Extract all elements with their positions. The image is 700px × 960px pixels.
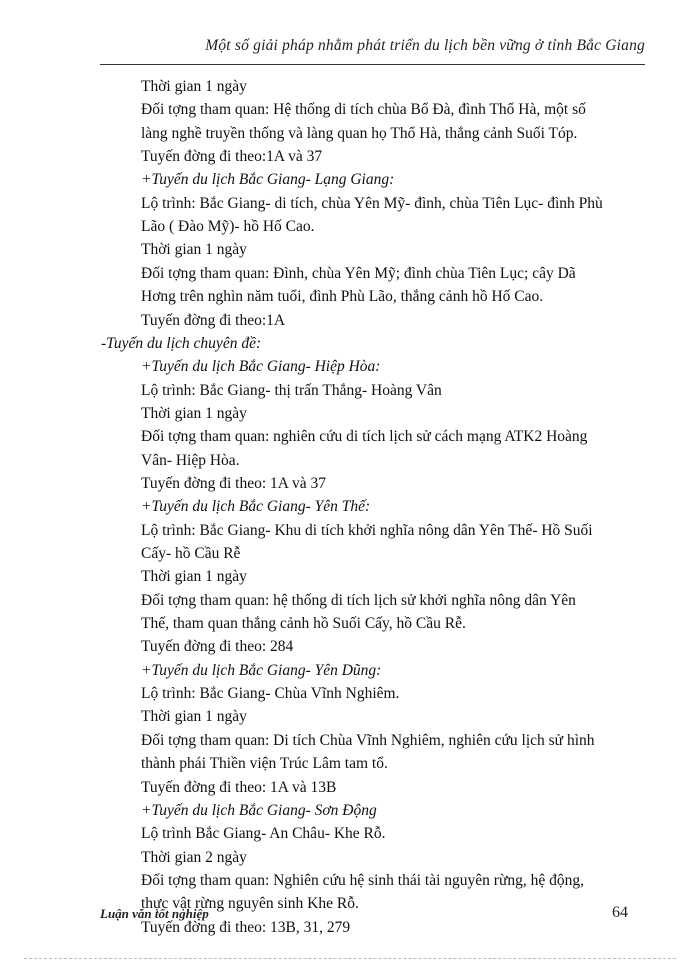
- body-line: Đối tợng tham quan: Hệ thống di tích chùa Bổ Đà, đình Thổ Hà, một số: [141, 101, 586, 119]
- route-heading: +Tuyến du lịch Bắc Giang- Lạng Giang:: [141, 171, 395, 189]
- body-line: Tuyến đờng đi theo:1A: [141, 311, 286, 329]
- body-line: Đối tợng tham quan: nghiên cứu di tích lịch sử cách mạng ATK2 Hoàng: [141, 428, 588, 446]
- route-heading: +Tuyến du lịch Bắc Giang- Yên Thế:: [141, 498, 371, 516]
- body-line: Tuyến đờng đi theo: 13B, 31, 279: [141, 918, 351, 936]
- body-line: Đối tợng tham quan: hệ thống di tích lịch sử khởi nghĩa nông dân Yên: [141, 591, 576, 609]
- body-line: Tuyến đờng đi theo:1A và 37: [141, 148, 323, 166]
- route-heading: +Tuyến du lịch Bắc Giang- Sơn Động: [141, 801, 377, 819]
- route-heading: +Tuyến du lịch Bắc Giang- Hiệp Hòa:: [141, 358, 381, 376]
- body-line: Lộ trình: Bắc Giang- di tích, chùa Yên Mỹ- đình, chùa Tiên Lục- đình Phù: [141, 194, 603, 212]
- body-line: Thời gian 2 ngày: [141, 848, 247, 866]
- body-line: Lộ trình: Bắc Giang- Chùa Vĩnh Nghiêm.: [141, 685, 400, 703]
- route-heading: -Tuyến du lịch chuyên đề:: [101, 334, 262, 352]
- footer-text: Luận văn tốt nghiệp: [100, 906, 209, 921]
- body-line: Tuyến đờng đi theo: 1A và 37: [141, 474, 327, 492]
- body-line: Thời gian 1 ngày: [141, 78, 247, 95]
- body-line: Lộ trình Bắc Giang- An Châu- Khe Rỗ.: [141, 825, 386, 843]
- body-line: Đối tợng tham quan: Nghiên cứu hệ sinh thái tài nguyên rừng, hệ động,: [141, 871, 584, 889]
- body-line: thực vật rừng nguyên sinh Khe Rỗ.: [141, 895, 359, 913]
- body-line: Lộ trình: Bắc Giang- Khu di tích khởi nghĩa nông dân Yên Thế- Hồ Suối: [141, 521, 593, 539]
- body-line: Vân- Hiệp Hòa.: [141, 451, 240, 469]
- header-rule: [100, 64, 645, 65]
- body-line: Lão ( Đào Mỹ)- hồ Hố Cao.: [141, 218, 315, 236]
- running-header: Một số giải pháp nhằm phát triển du lịch bền vững ở tỉnh Bắc Giang: [205, 37, 645, 54]
- footer-rule: [24, 958, 676, 959]
- body-line: Tuyến đờng đi theo: 1A và 13B: [141, 778, 337, 796]
- body-line: Thời gian 1 ngày: [141, 568, 247, 586]
- body-line: Thế, tham quan thắng cảnh hồ Suối Cấy, hồ Cầu Rễ.: [141, 615, 466, 633]
- body-line: Tuyến đờng đi theo: 284: [141, 638, 294, 656]
- body-line: thành phái Thiền viện Trúc Lâm tam tổ.: [141, 755, 388, 773]
- body-line: Thời gian 1 ngày: [141, 708, 247, 726]
- body-line: Thời gian 1 ngày: [141, 404, 247, 422]
- route-heading: +Tuyến du lịch Bắc Giang- Yên Dũng:: [141, 661, 382, 679]
- body-line: Lộ trình: Bắc Giang- thị trấn Thắng- Hoàng Vân: [141, 381, 442, 399]
- body-line: Cấy- hồ Cầu Rễ: [141, 545, 241, 562]
- body-line: Đối tợng tham quan: Đình, chùa Yên Mỹ; đình chùa Tiên Lục; cây Dã: [141, 264, 576, 282]
- body-line: Thời gian 1 ngày: [141, 241, 247, 259]
- page-number: 64: [612, 904, 628, 921]
- body-line: Đối tợng tham quan: Di tích Chùa Vĩnh Nghiêm, nghiên cứu lịch sử hình: [141, 731, 595, 749]
- body-line: Hơng trên nghìn năm tuổi, đình Phù Lão, thắng cảnh hồ Hố Cao.: [141, 288, 544, 306]
- body-line: làng nghề truyền thống và làng quan họ Thổ Hà, thắng cảnh Suối Tóp.: [141, 124, 578, 142]
